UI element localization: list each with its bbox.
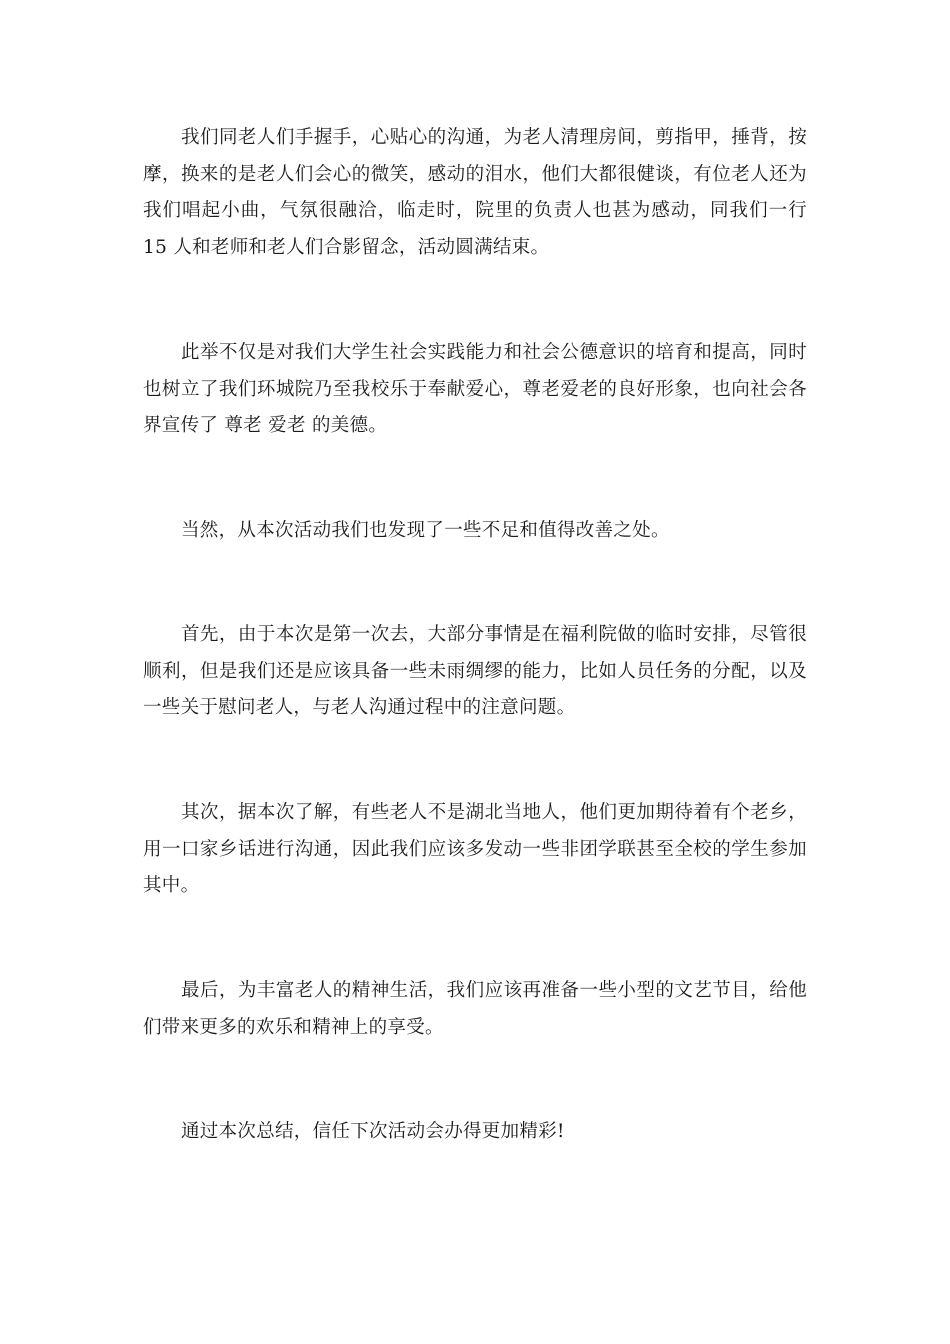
paragraph-first-point: 首先，由于本次是第一次去，大部分事情是在福利院做的临时安排，尽管很顺利，但是我们还是应该具备一些未雨绸缪的能力，比如人员任务的分配，以及一些关于慰问老人，与老人沟通过程中的注意问题。 xyxy=(143,624,807,718)
paragraph-second-point: 其次，据本次了解，有些老人不是湖北当地人，他们更加期待着有个老乡，用一口家乡话进行沟通，因此我们应该多发动一些非团学联甚至全校的学生参加其中。 xyxy=(143,802,807,896)
paragraph-third-point: 最后，为丰富老人的精神生活，我们应该再准备一些小型的文艺节目，给他们带来更多的欢乐和精神上的享受。 xyxy=(143,980,807,1038)
paragraph-significance: 此举不仅是对我们大学生社会实践能力和社会公德意识的培育和提高，同时也树立了我们环城院乃至我校乐于奉献爱心，尊老爱老的良好形象，也向社会各界宣传了 尊老 爱老 的美德。 xyxy=(143,342,807,436)
paragraph-activity-description: 我们同老人们手握手，心贴心的沟通，为老人清理房间，剪指甲，捶背，按摩，换来的是老人们会心的微笑，感动的泪水，他们大都很健谈，有位老人还为我们唱起小曲，气氛很融洽，临走时，院里的负责人也甚为感动，同我们一行 15 人和老师和老人们合影留念，活动圆满结束。 xyxy=(143,127,807,258)
paragraph-conclusion: 通过本次总结，信任下次活动会办得更加精彩! xyxy=(181,1121,565,1142)
paragraph-shortcomings-intro: 当然，从本次活动我们也发现了一些不足和值得改善之处。 xyxy=(181,520,670,541)
